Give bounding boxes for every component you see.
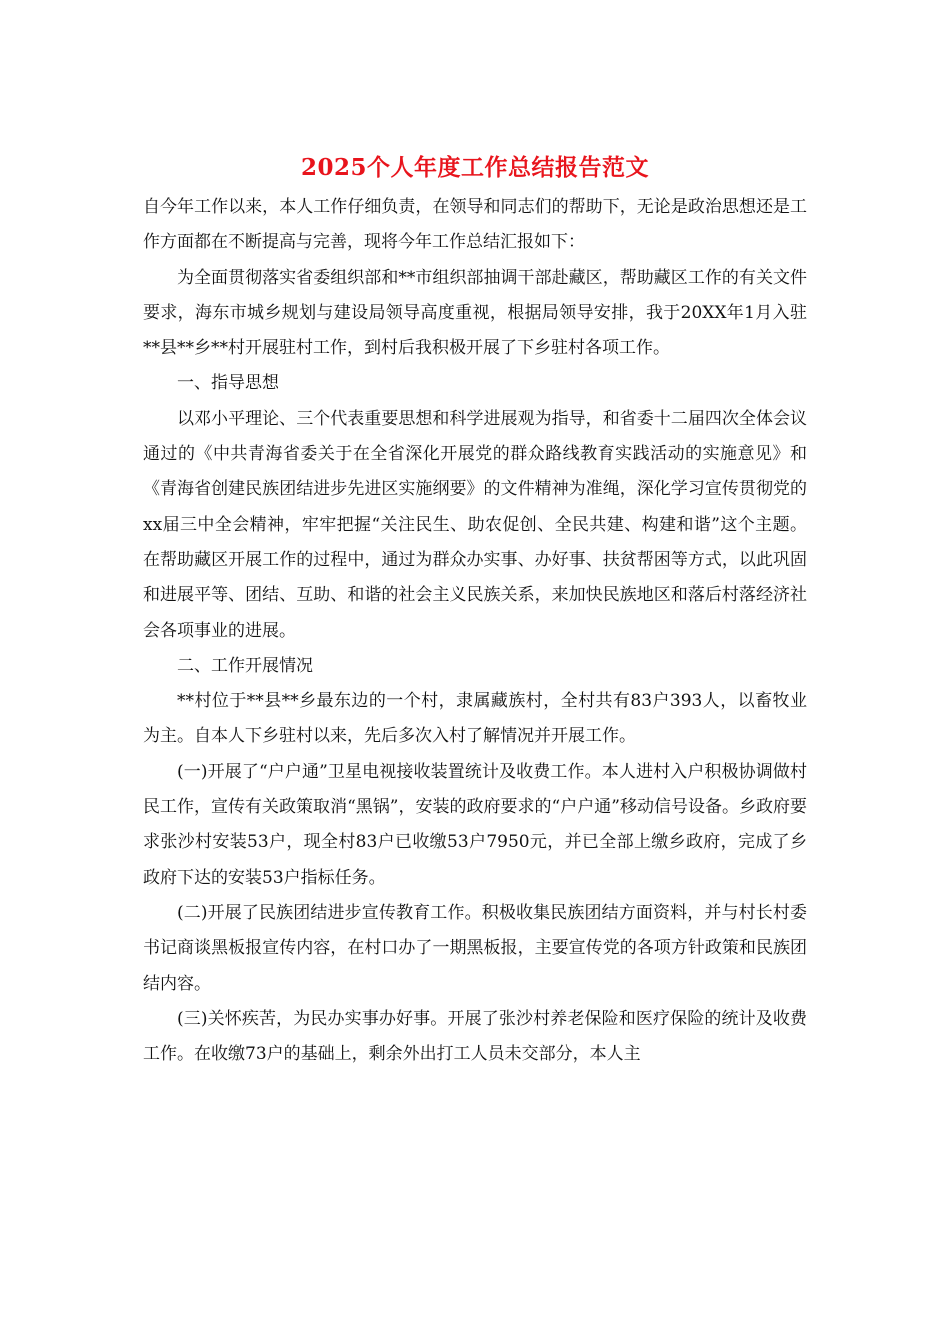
paragraph-item-1: (一)开展了“户户通”卫星电视接收装置统计及收费工作。本人进村入户积极协调做村民工作，宣传有关政策取消“黑锅”，安装的政府要求的“户户通”移动信号设备。乡政府要求张沙村安装53户，现全村83户已收缴53户7950元，并已全部上缴乡政府，完成了乡政府下达的安装53户指标任务。 [143, 761, 807, 888]
section-heading-work-progress: 二、工作开展情况 [177, 655, 313, 676]
paragraph-village-overview: **村位于**县**乡最东边的一个村，隶属藏族村，全村共有83户393人，以畜牧业为主。自本人下乡驻村以来，先后多次入村了解情况并开展工作。 [143, 691, 807, 747]
section-heading-guiding-thought: 一、指导思想 [177, 373, 279, 394]
document-body [143, 190, 807, 1072]
paragraph-guiding-thought: 以邓小平理论、三个代表重要思想和科学进展观为指导，和省委十二届四次全体会议通过的《中共青海省委关于在全省深化开展党的群众路线教育实践活动的实施意见》和《青海省创建民族团结进步先进区实施纲要》的文件精神为准绳，深化学习宣传贯彻党的xx届三中全会精神，牢牢把握“关注民生、助农促创、全民共建、构建和谐”这个主题。在帮助藏区开展工作的过程中，通过为群众办实事、办好事、扶贫帮困等方式，以此巩固和进展平等、团结、互助、和谐的社会主义民族关系，来加快民族地区和落后村落经济社会各项事业的进展。 [143, 408, 807, 641]
paragraph-background: 为全面贯彻落实省委组织部和**市组织部抽调干部赴藏区，帮助藏区工作的有关文件要求，海东市城乡规划与建设局领导高度重视，根据局领导安排，我于20XX年1月入驻**县**乡**村开展驻村工作，到村后我积极开展了下乡驻村各项工作。 [143, 267, 807, 359]
paragraph-item-3: (三)关怀疾苦，为民办实事办好事。开展了张沙村养老保险和医疗保险的统计及收费工作。在收缴73户的基础上，剩余外出打工人员未交部分，本人主 [143, 1008, 807, 1065]
paragraph-item-2: (二)开展了民族团结进步宣传教育工作。积极收集民族团结方面资料，并与村长村委书记商谈黑板报宣传内容，在村口办了一期黑板报，主要宣传党的各项方针政策和民族团结内容。 [143, 902, 807, 994]
paragraph-intro: 自今年工作以来，本人工作仔细负责，在领导和同志们的帮助下，无论是政治思想还是工作方面都在不断提高与完善，现将今年工作总结汇报如下： [143, 197, 807, 253]
document-title: 2025个人年度工作总结报告范文 [300, 154, 649, 181]
